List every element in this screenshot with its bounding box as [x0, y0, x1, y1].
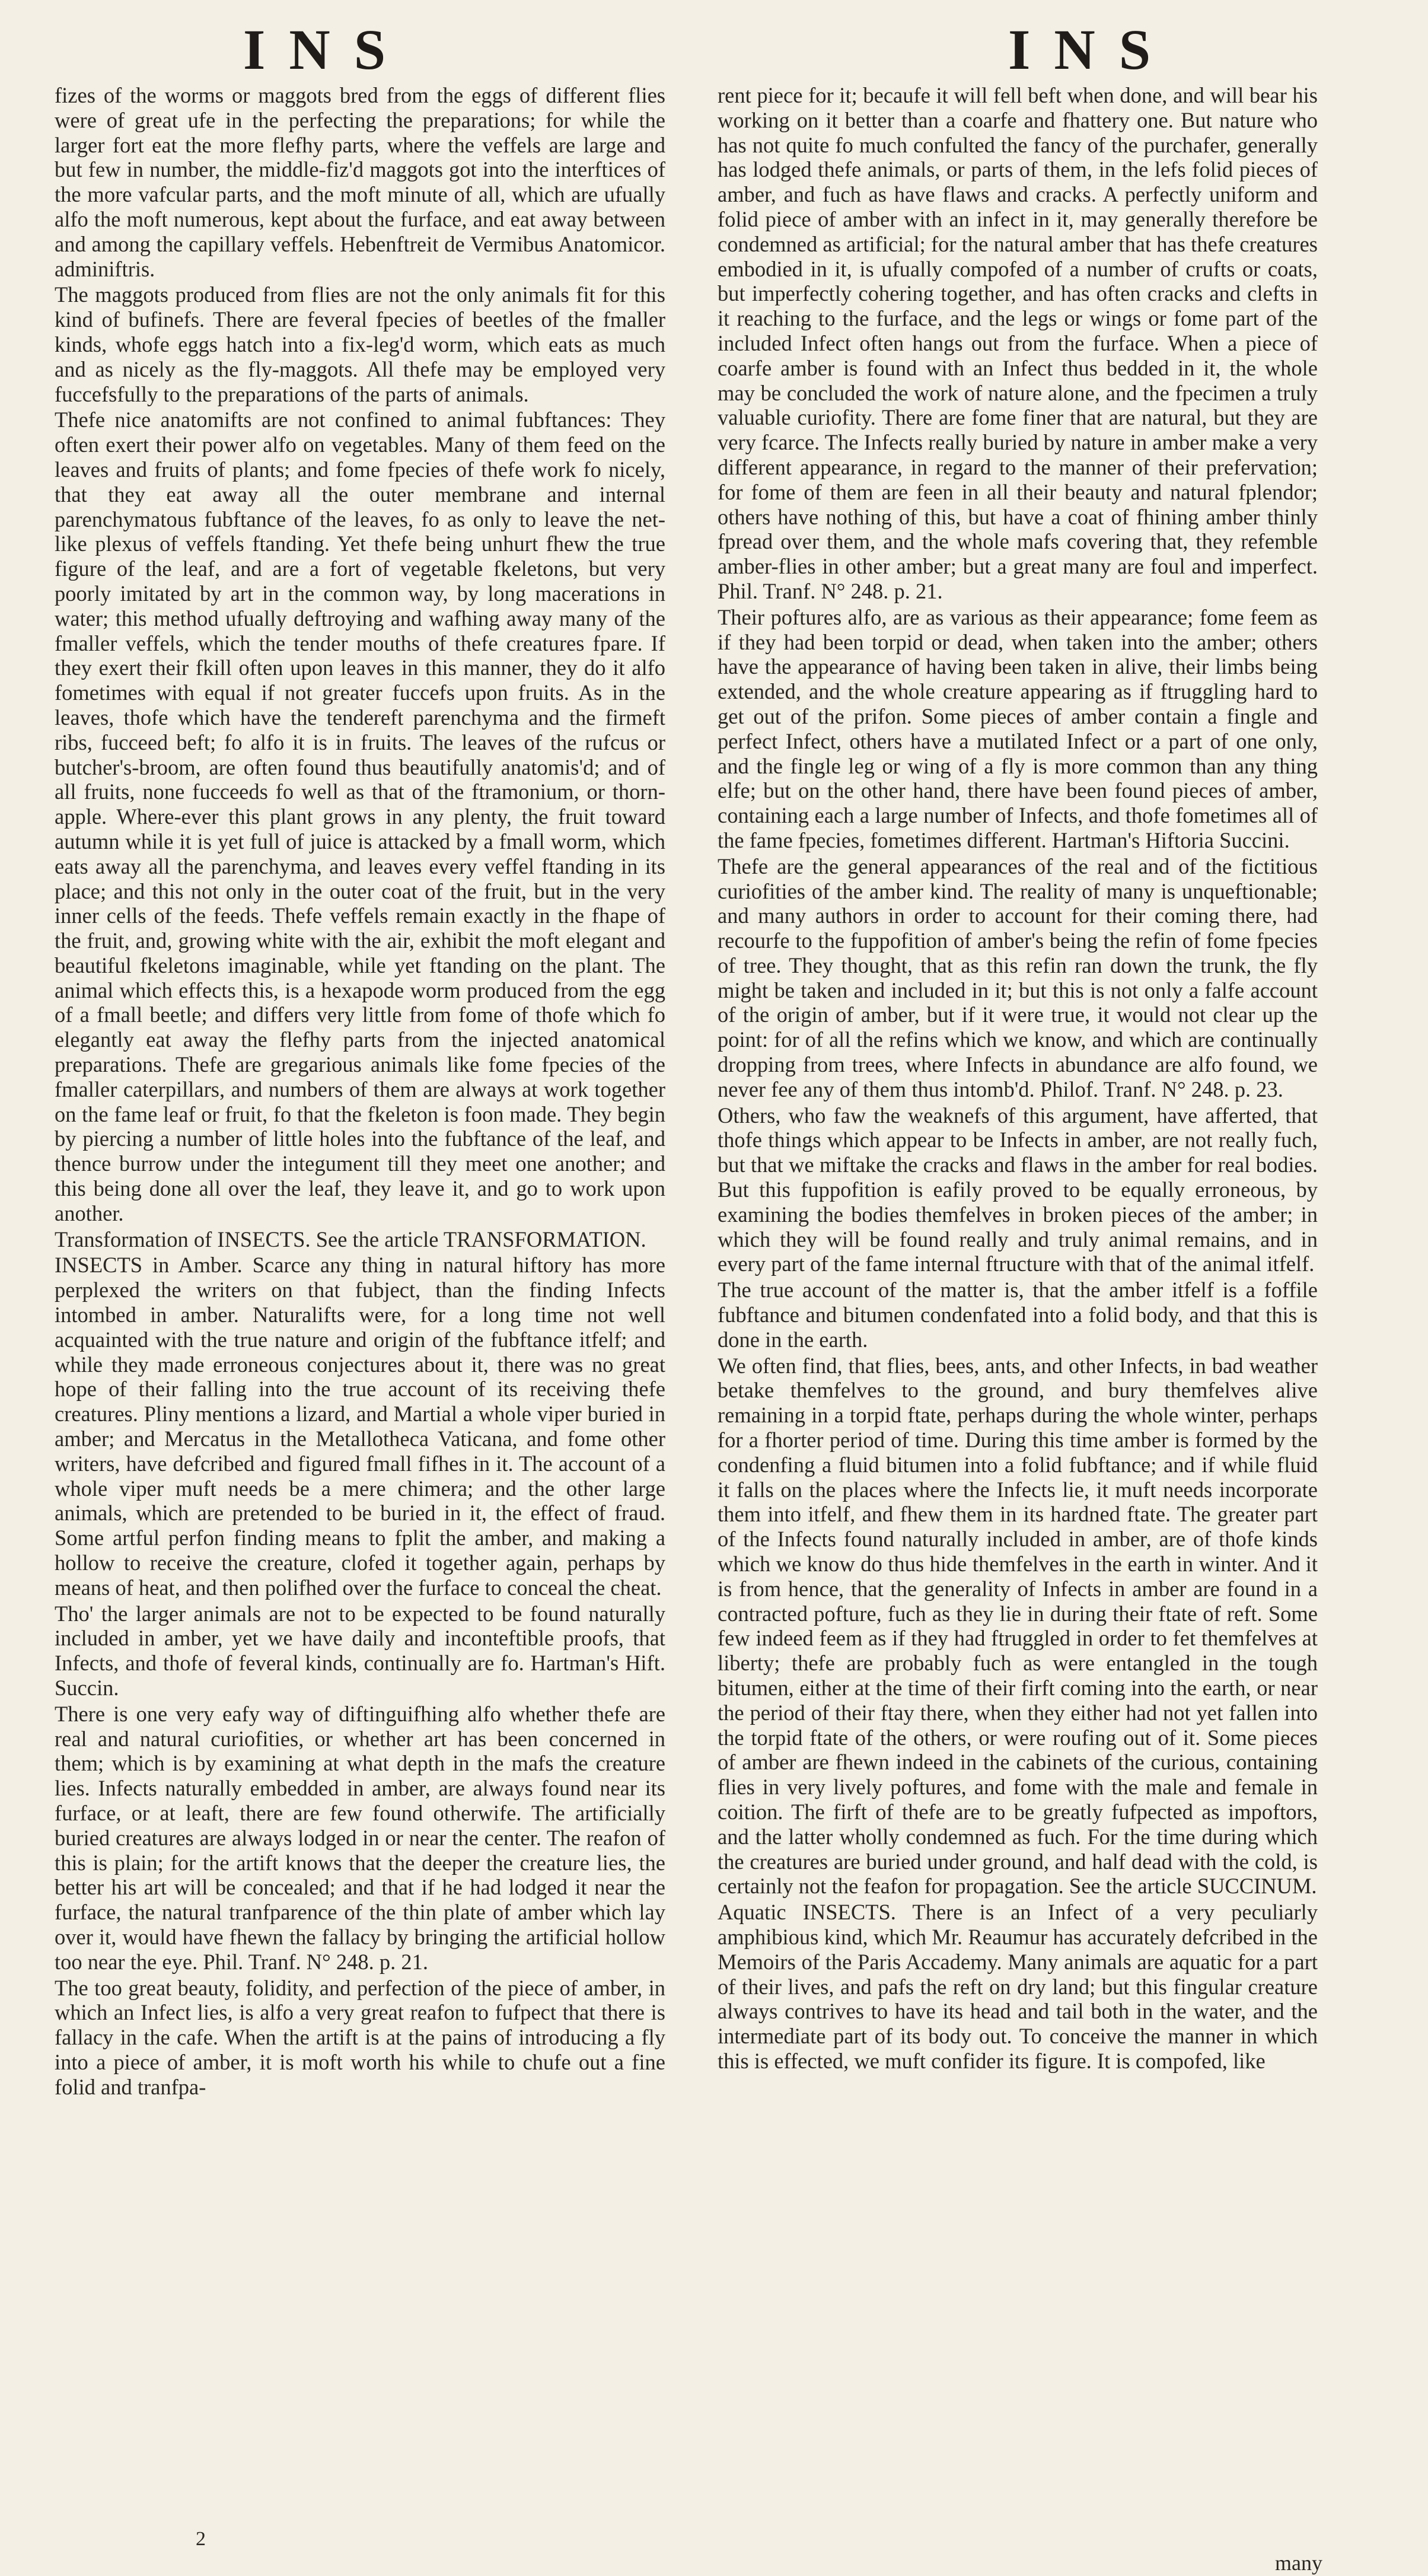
paragraph: INSECTS in Amber. Scarce any thing in natural hiftory has more perplexed the writers on that fubject, than the finding Infects intombed in amber. Naturalifts were, for a long time not well acquainted with the true nature and origin of the fubftance itfelf; and while they made erroneous conjectures about it, there was no great hope of their falling into the true account of its receiving thefe creatures. Pliny mentions a lizard, and Martial a whole viper buried in amber; and Mercatus in the Metallotheca Vaticana, and fome other writers, have defcribed and figured fmall fifhes in it. The account of a whole viper muft needs be a mere chimera; and the other large animals, which are pretended to be buried in it, the effect of fraud. Some artful perfon finding means to fplit the amber, and making a hollow to receive the creature, clofed it together again, perhaps by means of heat, and then polifhed over the furface to conceal the cheat. [55, 1253, 665, 1600]
running-head-left: INS [243, 18, 410, 81]
right-column [718, 83, 1318, 2074]
paragraph: We often find, that flies, bees, ants, and other Infects, in bad weather betake themfelves to the ground, and bury themfelves alive remaining in a torpid ftate, perhaps during the whole winter, perhaps for a fhorter period of time. During this time amber is formed by the condenfing a fluid bitumen into a folid fubftance; and if while fluid it falls on the places where the Infects lie, it muft needs incorporate them into itfelf, and fhew them in its hardned ftate. The greater part of the Infects found naturally included in amber, are of thofe kinds which we know do thus hide themfelves in the earth in winter. And it is from hence, that the generality of Infects in amber are found in a contracted pofture, fuch as they lie in during their ftate of reft. Some few indeed feem as if they had ftruggled in order to fet themfelves at liberty; thefe are probably fuch as were entangled in the tough bitumen, either at the time of their firft coming into the earth, or near the period of their ftay there, when they either had not yet fallen into the torpid ftate of the others, or were roufing out of it. Some pieces of amber are fhewn indeed in the cabinets of the curious, containing flies in very lively poftures, and fome with the male and female in coition. The firft of thefe are to be greatly fufpected as impoftors, and the latter wholly condemned as fuch. For the time during which the creatures are buried under ground, and half dead with the cold, is certainly not the feafon for propagation. See the article SUCCINUM. [718, 1353, 1318, 1899]
running-head-right: INS [1008, 18, 1175, 81]
paragraph: rent piece for it; becaufe it will fell beft when done, and will bear his working on it better than a coarfe and fhattery one. But nature who has not quite fo much confulted the fancy of the purchafer, generally has lodged thefe animals, or parts of them, in the lefs folid pieces of amber, and fuch as have flaws and cracks. A perfectly uniform and folid piece of amber with an infect in it, may generally therefore be condemned as artificial; for the natural amber that has thefe creatures embodied in it, is ufually compofed of a number of crufts or coats, but imperfectly cohering together, and has often cracks and clefts in it reaching to the furface, and the legs or wings or fome part of the included Infect often hangs out from the furface. When a piece of coarfe amber is found with an Infect thus bedded in it, the whole may be concluded the work of nature alone, and the fpecimen a truly valuable curiofity. There are fome finer that are natural, but they are very fcarce. The Infects really buried by nature in amber make a very different appearance, in regard to the manner of their prefervation; for fome of them are feen in all their beauty and natural fplendor; others have nothing of this, but have a coat of fhining amber thinly fpread over them, and the whole mafs covering that, they refemble amber-flies in other amber; but a great many are foul and imperfect. Phil. Tranf. N° 248. p. 21. [718, 83, 1318, 603]
paragraph: fizes of the worms or maggots bred from the eggs of different flies were of great ufe in the perfecting the preparations; for while the larger fort eat the more flefhy parts, where the veffels are large and but few in number, the middle-fiz'd maggots got into the interftices of the more vafcular parts, and the moft minute of all, which are ufually alfo the moft numerous, kept about the furface, and eat away between and among the capillary veffels. Hebenftreit de Vermibus Anatomicor. adminiftris. [55, 83, 665, 281]
signature-mark: 2 [196, 2528, 206, 2550]
paragraph: Tho' the larger animals are not to be expected to be found naturally included in amber, yet we have daily and inconteftible proofs, that Infects, and thofe of feveral kinds, continually are fo. Hartman's Hift. Succin. [55, 1601, 665, 1700]
paragraph: There is one very eafy way of diftinguifhing alfo whether thefe are real and natural curiofities, or whether art has been concerned in them; which is by examining at what depth in the mafs the creature lies. Infects naturally embedded in amber, are always found near its furface, or at leaft, there are few found otherwife. The artificially buried creatures are always lodged in or near the center. The reafon of this is plain; for the artift knows that the deeper the creature lies, the better his art will be concealed; and that if he had lodged it near the furface, the natural tranfparence of the thin plate of amber which lay over it, would have fhewn the fallacy by bringing the artificial hollow too near the eye. Phil. Tranf. N° 248. p. 21. [55, 1701, 665, 1974]
paragraph: Thefe nice anatomifts are not confined to animal fubftances: They often exert their power alfo on vegetables. Many of them feed on the leaves and fruits of plants; and fome fpecies of thefe work fo nicely, that they eat away all the outer membrane and internal parenchymatous fubftance of the leaves, fo as only to leave the net-like plexus of veffels ftanding. Yet thefe being unhurt fhew the true figure of the leaf, and are a fort of vegetable fkeletons, but very poorly imitated by art in the common way, by long macerations in water; this method ufually deftroying and wafhing away many of the fmaller veffels, which the tender mouths of thefe creatures fpare. If they exert their fkill often upon leaves in this manner, they do it alfo fometimes with equal if not greater fuccefs upon fruits. As in the leaves, thofe which have the tendereft parenchyma and the firmeft ribs, fucceed beft; fo alfo it is in fruits. The leaves of the rufcus or butcher's-broom, are often found thus beautifully anatomis'd; and of all fruits, none fucceeds fo well as that of the ftramonium, or thorn-apple. Where-ever this plant grows in any plenty, the fruit toward autumn while it is yet full of juice is attacked by a fmall worm, which eats away all the parenchyma, and leaves every veffel ftanding in its place; and this not only in the outer coat of the fruit, but in the very inner cells of the feeds. Thefe veffels remain exactly in the fhape of the fruit, and, growing white with the air, exhibit the moft elegant and beautiful fkeletons imaginable, while yet ftanding on the plant. The animal which effects this, is a hexapode worm produced from the egg of a fmall beetle; and differs very little from fome of thofe which fo elegantly eat away the flefhy parts from the injected anatomical preparations. Thefe are gregarious animals like fome fpecies of the fmaller caterpillars, and numbers of them are always at work together on the fame leaf or fruit, fo that the fkeleton is foon made. They begin by piercing a number of little holes into the fubftance of the leaf, and thence burrow under the integument till they meet one another; and this being done all over the leaf, they leave it, and go to work upon another. [55, 407, 665, 1225]
entry-heading: Transformation of INSECTS. See the article TRANSFORMATION. [55, 1227, 646, 1252]
left-column [55, 83, 665, 2100]
paragraph: The true account of the matter is, that the amber itfelf is a foffile fubftance and bitumen condenfated into a folid body, and that this is done in the earth. [718, 1278, 1318, 1352]
paragraph: Others, who faw the weaknefs of this argument, have afferted, that thofe things which appear to be Infects in amber, are not really fuch, but that we miftake the cracks and flaws in the amber for real bodies. But this fuppofition is eafily proved to be equally erroneous, by examining the bodies themfelves in broken pieces of the amber; in which they will be found really and truly animal remains, and in every part of the fame internal ftructure with that of the animal itfelf. [718, 1103, 1318, 1276]
paragraph: The too great beauty, folidity, and perfection of the piece of amber, in which an Infect lies, is alfo a very great reafon to fufpect that there is fallacy in the cafe. When the artift is at the pains of introducing a fly into a piece of amber, it is moft worth his while to chufe out a fine folid and tranfpa- [55, 1975, 665, 2099]
running-head [0, 11, 1428, 82]
paragraph: Thefe are the general appearances of the real and of the fictitious curiofities of the amber kind. The reality of many is unqueftionable; and many authors in order to account for their coming there, had recourfe to the fuppofition of amber's being the refin of fome fpecies of tree. They thought, that as this refin ran down the trunk, the fly might be taken and included in it; but this is not only a falfe account of the origin of amber, but if it were true, it would not clear up the point: for of all the refins which we know, and which are continually dropping from trees, where Infects in abundance are alfo found, we never fee any of them thus intomb'd. Philof. Tranf. N° 248. p. 23. [718, 854, 1318, 1101]
catchword: many [1275, 2551, 1322, 2575]
paragraph: Aquatic INSECTS. There is an Infect of a very peculiarly amphibious kind, which Mr. Reaumur has accurately defcribed in the Memoirs of the Paris Accademy. Many animals are aquatic for a part of their lives, and pafs the reft on dry land; but this fingular creature always contrives to have its head and tail both in the water, and the intermediate part of its body out. To conceive the manner in which this is effected, we muft confider its figure. It is compofed, like [718, 1900, 1318, 2073]
paragraph: The maggots produced from flies are not the only animals fit for this kind of bufinefs. There are feveral fpecies of beetles of the fmaller kinds, whofe eggs hatch into a fix-leg'd worm, which eats as much and as nicely as the fly-maggots. All thefe may be employed very fuccefsfully to the preparations of the parts of animals. [55, 282, 665, 406]
paragraph: Their poftures alfo, are as various as their appearance; fome feem as if they had been torpid or dead, when taken into the amber; others have the appearance of having been taken in alive, their limbs being extended, and the whole creature appearing as if ftruggling hard to get out of the prifon. Some pieces of amber contain a fingle and perfect Infect, others have a mutilated Infect or a part of one only, and the fingle leg or wing of a fly is more common than any thing elfe; but on the other hand, there have been found pieces of amber, containing each a large number of Infects, and thofe fometimes all of the fame fpecies, fometimes different. Hartman's Hiftoria Succini. [718, 604, 1318, 852]
